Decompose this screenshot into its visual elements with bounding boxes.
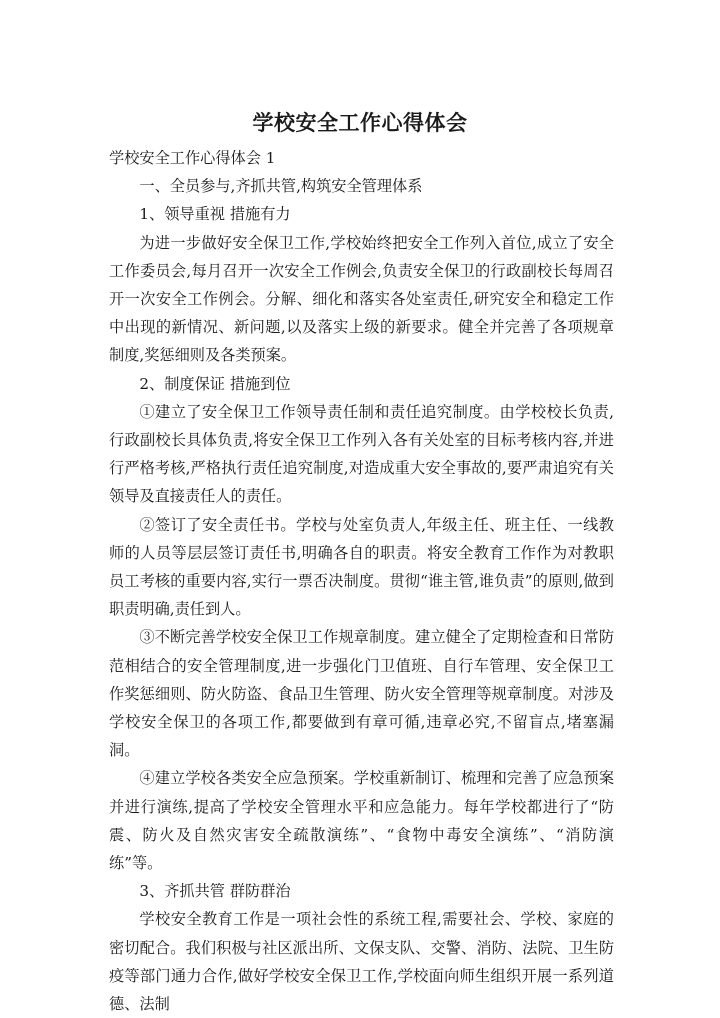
document-title: 学校安全工作心得体会 <box>252 111 468 135</box>
paragraph: ③不断完善学校安全保卫工作规章制度。建立健全了定期检查和日常防范相结合的安全管理制度,进一步强化门卫值班、自行车管理、安全保卫工作奖惩细则、防火防盗、食品卫生管理、防火安全管理等规章制度。对涉及学校安全保卫的各项工作,都要做到有章可循,违章必究,不留盲点,堵塞漏洞。 <box>109 628 614 760</box>
paragraph: 为进一步做好安全保卫工作,学校始终把安全工作列入首位,成立了安全工作委员会,每月召开一次安全工作例会,负责安全保卫的行政副校长每周召开一次安全工作例会。分解、细化和落实各处室责任,研究安全和稳定工作中出现的新情况、新问题,以及落实上级的新要求。健全并完善了各项规章制度,奖惩细则及各类预案。 <box>109 233 614 365</box>
subsection-heading: 1、领导重视 措施有力 <box>139 205 291 224</box>
subsection-heading: 3、齐抓共管 群防群治 <box>139 882 291 901</box>
document-subtitle: 学校安全工作心得体会 1 <box>109 149 276 167</box>
document-body <box>109 144 614 1018</box>
paragraph: 学校安全教育工作是一项社会性的系统工程,需要社会、学校、家庭的密切配合。我们积极与社区派出所、文保支队、交警、消防、法院、卫生防疫等部门通力合作,做好学校安全保卫工作,学校面向师生组织开展一系列道德、法制 <box>109 910 614 1014</box>
section-heading: 一、全员参与,齐抓共管,构筑安全管理体系 <box>139 177 423 196</box>
subsection-heading: 2、制度保证 措施到位 <box>139 374 291 393</box>
paragraph: ④建立学校各类安全应急预案。学校重新制订、梳理和完善了应急预案并进行演练,提高了学校安全管理水平和应急能力。每年学校都进行了“防震、防火及自然灾害安全疏散演练”、“食物中毒安全演练”、“消防演练”等。 <box>109 769 614 873</box>
paragraph: ②签订了安全责任书。学校与处室负责人,年级主任、班主任、一线教师的人员等层层签订责任书,明确各自的职责。将安全教育工作作为对教职员工考核的重要内容,实行一票否决制度。贯彻“谁主管,谁负责”的原则,做到职责明确,责任到人。 <box>109 515 614 619</box>
paragraph: ①建立了安全保卫工作领导责任制和责任追究制度。由学校校长负责,行政副校长具体负责,将安全保卫工作列入各有关处室的目标考核内容,并进行严格考核,严格执行责任追究制度,对造成重大安全事故的,要严肃追究有关领导及直接责任人的责任。 <box>109 402 614 506</box>
